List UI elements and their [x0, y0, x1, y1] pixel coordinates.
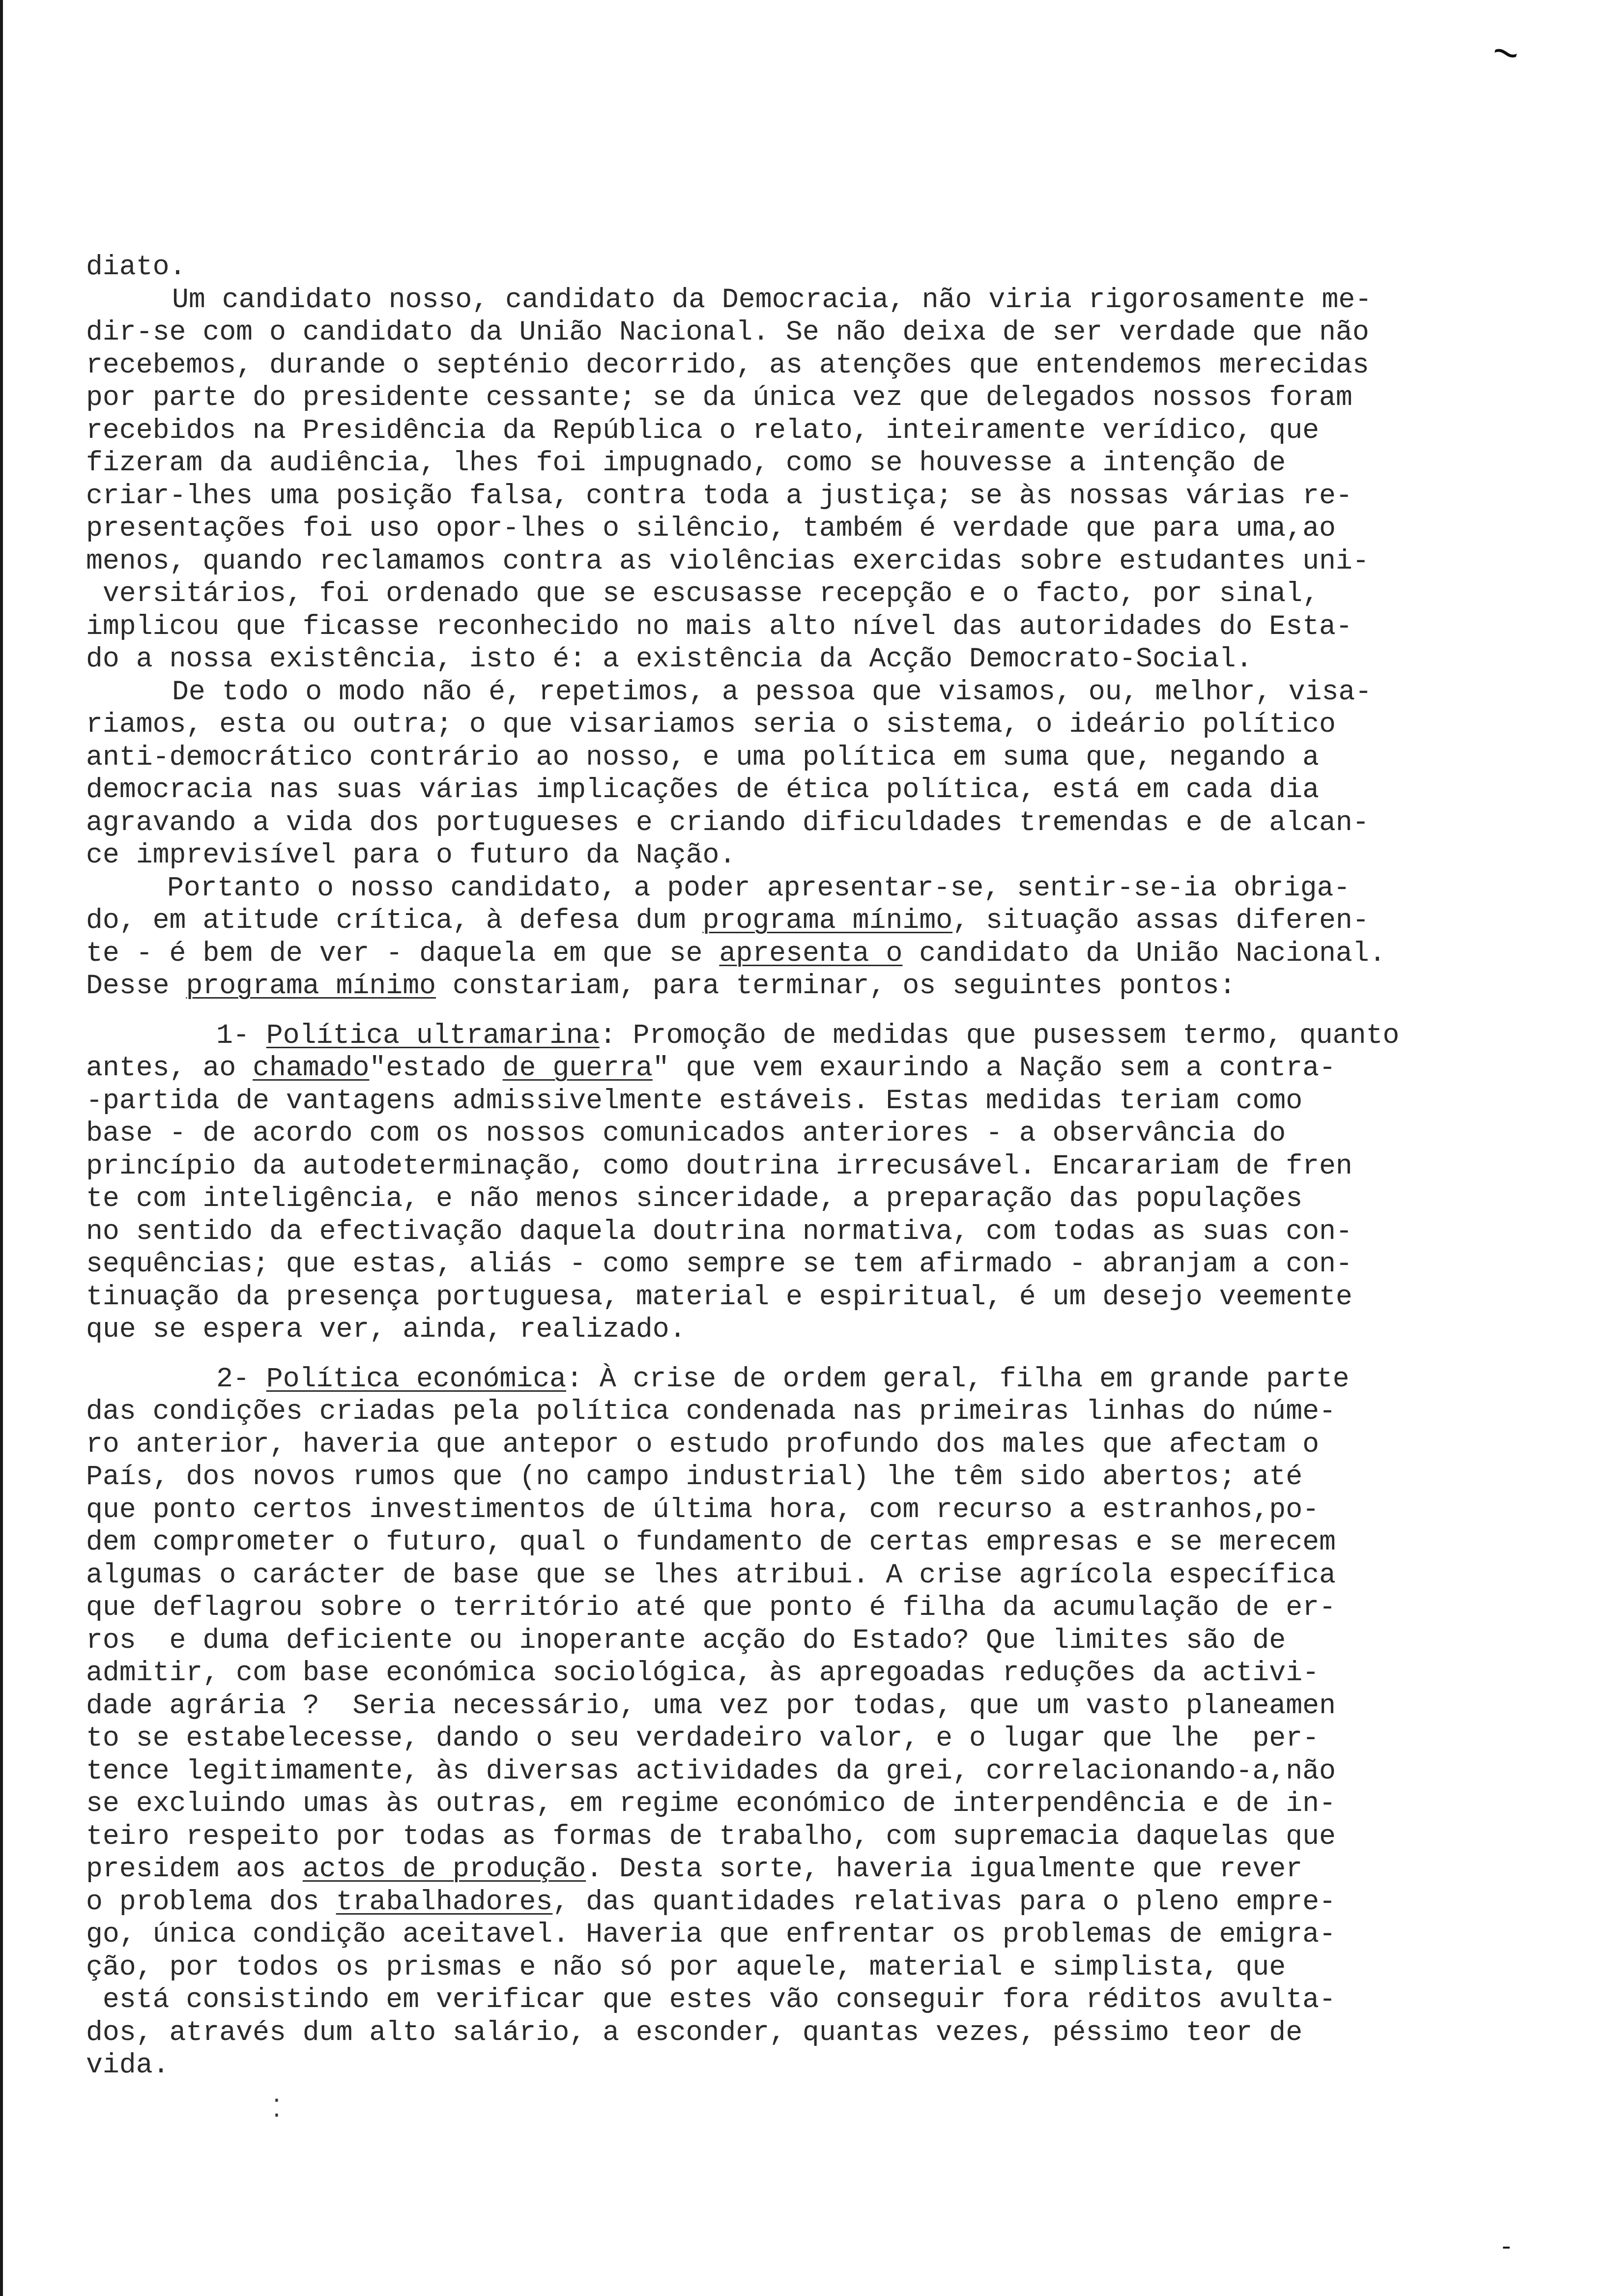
- text-line: sequências; que estas, aliás - como sempre se tem afirmado - abranjam a con-: [86, 1248, 1353, 1280]
- text-line: versitários, foi ordenado que se escusasse recepção e o facto, por sinal,: [86, 578, 1320, 609]
- text-line: Um candidato nosso, candidato da Democracia, não viria rigorosamente me-: [172, 284, 1372, 316]
- paragraph-gap: [86, 1003, 1442, 1019]
- text-line: ção, por todos os prismas e não só por aquele, material e simplista, que: [86, 1951, 1286, 1983]
- text-line: agravando a vida dos portugueses e criando dificuldades tremendas e de alcan-: [86, 806, 1369, 838]
- text-line: base - de acordo com os nossos comunicados anteriores - a observância do: [86, 1118, 1286, 1149]
- text-line: antes, ao chamado"estado de guerra" que vem exaurindo a Nação sem a contra-: [86, 1052, 1336, 1084]
- text-line: presentações foi uso opor-lhes o silêncio, também é verdade que para uma,ao: [86, 513, 1336, 544]
- text-line: dade agrária ? Seria necessário, uma vez por todas, que um vasto planeamen: [86, 1690, 1336, 1722]
- typed-document-body: [86, 251, 1442, 2082]
- text-line: o problema dos trabalhadores, das quantidades relativas para o pleno empre-: [86, 1886, 1336, 1918]
- text-line: dir-se com o candidato da União Nacional. Se não deixa de ser verdade que não: [86, 316, 1369, 348]
- text-line: está consistindo em verificar que estes vão conseguir fora réditos avulta-: [86, 1984, 1336, 2015]
- text-line: Portanto o nosso candidato, a poder apresentar-se, sentir-se-ia obriga-: [167, 872, 1351, 904]
- text-line: presidem aos actos de produção. Desta sorte, haveria igualmente que rever: [86, 1853, 1303, 1885]
- text-line: 2- Política económica: À crise de ordem geral, filha em grande parte: [216, 1363, 1350, 1395]
- text-line: diato.: [86, 251, 186, 283]
- text-line: te - é bem de ver - daquela em que se apresenta o candidato da União Nacional.: [86, 937, 1386, 969]
- text-line: recebemos, durande o septénio decorrido, as atenções que entendemos merecidas: [86, 349, 1369, 381]
- text-line: tence legitimamente, às diversas actividades da grei, correlacionando-a,não: [86, 1755, 1336, 1787]
- text-line: dem comprometer o futuro, qual o fundamento de certas empresas e se merecem: [86, 1526, 1336, 1558]
- text-line: te com inteligência, e não menos sinceridade, a preparação das populações: [86, 1183, 1303, 1214]
- text-line: criar-lhes uma posição falsa, contra toda a justiça; se às nossas várias re-: [86, 480, 1353, 512]
- text-line: do a nossa existência, isto é: a existência da Acção Democrato-Social.: [86, 643, 1253, 675]
- text-line: 1- Política ultramarina: Promoção de medidas que pusessem termo, quanto: [216, 1019, 1400, 1051]
- text-line: por parte do presidente cessante; se da única vez que delegados nossos foram: [86, 382, 1353, 413]
- text-line: que se espera ver, ainda, realizado.: [86, 1314, 686, 1345]
- text-line: menos, quando reclamamos contra as violências exercidas sobre estudantes uni-: [86, 545, 1369, 577]
- text-line: anti-democrático contrário ao nosso, e uma política em suma que, negando a: [86, 741, 1320, 773]
- text-line: no sentido da efectivação daquela doutrina normativa, com todas as suas con-: [86, 1215, 1353, 1247]
- text-line: das condições criadas pela política condenada nas primeiras linhas do núme-: [86, 1396, 1336, 1427]
- text-line: dos, através dum alto salário, a esconder, quantas vezes, péssimo teor de: [86, 2016, 1303, 2048]
- text-line: riamos, esta ou outra; o que visariamos seria o sistema, o ideário político: [86, 709, 1336, 740]
- stray-dot: ⁚: [273, 2096, 281, 2124]
- text-line: princípio da autodeterminação, como doutrina irrecusável. Encarariam de fren: [86, 1150, 1353, 1182]
- text-line: De todo o modo não é, repetimos, a pessoa que visamos, ou, melhor, visa-: [172, 676, 1372, 708]
- text-line: admitir, com base económica sociológica, às apregoadas reduções da activi-: [86, 1657, 1320, 1689]
- scan-page-edge: [0, 0, 3, 2296]
- text-line: ro anterior, haveria que antepor o estudo profundo dos males que afectam o: [86, 1428, 1320, 1460]
- text-line: País, dos novos rumos que (no campo industrial) lhe têm sido abertos; até: [86, 1461, 1303, 1492]
- text-line: implicou que ficasse reconhecido no mais alto nível das autoridades do Esta-: [86, 610, 1353, 642]
- text-line: ros e duma deficiente ou inoperante acção do Estado? Que limites são de: [86, 1624, 1286, 1656]
- text-line: fizeram da audiência, lhes foi impugnado, como se houvesse a intenção de: [86, 447, 1286, 479]
- text-line: recebidos na Presidência da República o relato, inteiramente verídico, que: [86, 414, 1320, 446]
- text-line: vida.: [86, 2049, 170, 2081]
- paragraph-gap: [86, 1346, 1442, 1363]
- text-line: tinuação da presença portuguesa, material e espiritual, é um desejo veemente: [86, 1281, 1353, 1313]
- text-line: que ponto certos investimentos de última hora, com recurso a estranhos,po-: [86, 1493, 1320, 1525]
- text-line: do, em atitude crítica, à defesa dum programa mínimo, situação assas diferen-: [86, 905, 1369, 936]
- text-line: ce imprevisível para o futuro da Nação.: [86, 839, 736, 871]
- text-line: go, única condição aceitavel. Haveria que enfrentar os problemas de emigra-: [86, 1919, 1336, 1950]
- text-line: -partida de vantagens admissivelmente estáveis. Estas medidas teriam como: [86, 1085, 1303, 1117]
- text-line: algumas o carácter de base que se lhes atribui. A crise agrícola específica: [86, 1559, 1336, 1591]
- text-line: teiro respeito por todas as formas de trabalho, com supremacia daquelas que: [86, 1820, 1336, 1852]
- text-line: Desse programa mínimo constariam, para terminar, os seguintes pontos:: [86, 970, 1236, 1002]
- text-line: que deflagrou sobre o território até que ponto é filha da acumulação de er-: [86, 1592, 1336, 1623]
- text-line: democracia nas suas várias implicações de ética política, está em cada dia: [86, 774, 1320, 805]
- text-line: to se estabelecesse, dando o seu verdadeiro valor, e o lugar que lhe per-: [86, 1722, 1320, 1754]
- ink-mark-top-right: ~: [1486, 29, 1524, 85]
- ink-mark-bottom-right: -: [1499, 2234, 1514, 2262]
- text-line: se excluindo umas às outras, em regime económico de interpendência e de in-: [86, 1788, 1336, 1819]
